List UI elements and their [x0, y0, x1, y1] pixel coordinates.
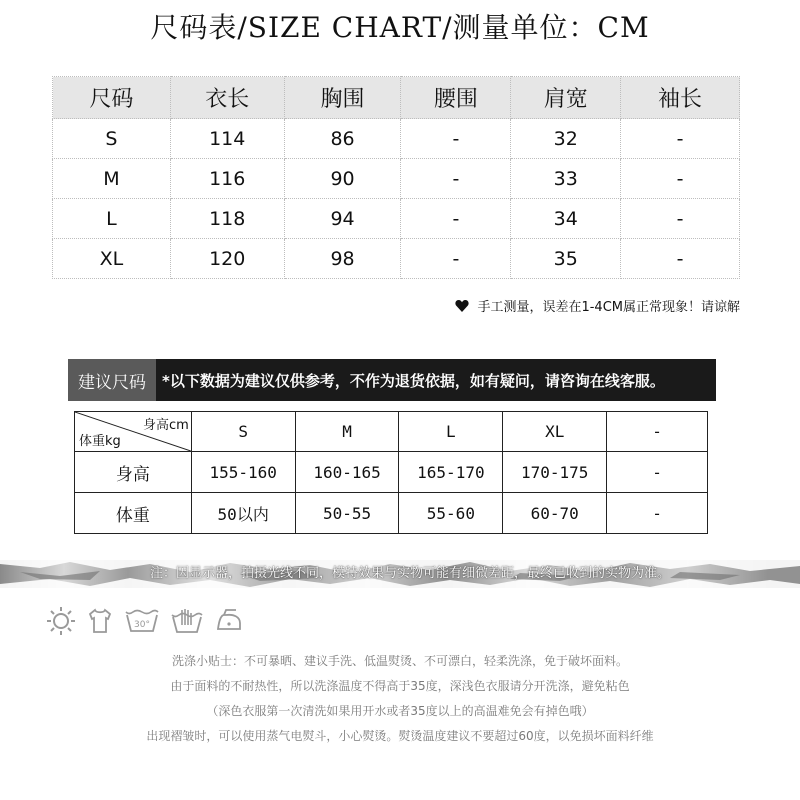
table-cell: 118	[170, 199, 284, 239]
size-header-cell: -	[607, 412, 708, 452]
recommend-header-row	[75, 412, 708, 452]
table-cell: 94	[284, 199, 401, 239]
table-row	[53, 119, 740, 159]
recommend-size-table	[74, 411, 708, 534]
table-cell: S	[53, 119, 171, 159]
heart-icon	[455, 299, 469, 313]
table-cell: 120	[170, 239, 284, 279]
table-row	[53, 239, 740, 279]
table-cell: L	[53, 199, 171, 239]
table-cell: 50以内	[191, 493, 295, 534]
table-row	[75, 452, 708, 493]
table-cell: 98	[284, 239, 401, 279]
table-row	[53, 159, 740, 199]
table-cell: 155-160	[191, 452, 295, 493]
header-cell: 腰围	[401, 77, 511, 119]
table-cell: 170-175	[503, 452, 607, 493]
table-row	[53, 199, 740, 239]
size-header-cell: S	[191, 412, 295, 452]
table-cell: -	[621, 239, 740, 279]
table-cell: -	[621, 199, 740, 239]
table-cell: 116	[170, 159, 284, 199]
care-icons	[46, 606, 244, 640]
size-chart-table	[52, 76, 740, 279]
care-tip-line: 洗涤小贴士：不可暴晒、建议手洗、低温熨烫、不可漂白，轻柔洗涤，免于破坏面料。	[171, 654, 628, 668]
size-chart-header-row	[53, 77, 740, 119]
measurement-note-text: 手工测量，误差在1-4CM属正常现象！请谅解	[477, 300, 740, 315]
care-tip-line: （深色衣服第一次清洗如果用开水或者35度以上的高温难免会有掉色哦）	[206, 704, 594, 718]
care-tip-line: 出现褶皱时，可以使用蒸气电熨斗，小心熨烫。熨烫温度建议不要超过60度，以免损坏面料纤维	[146, 729, 654, 743]
table-cell: -	[401, 239, 511, 279]
measurement-note	[455, 296, 740, 315]
size-header-cell: M	[295, 412, 399, 452]
corner-height-label: 身高cm	[142, 418, 189, 433]
wash-temperature-label: 30°	[134, 620, 150, 630]
disclaimer-strip	[0, 560, 800, 588]
table-cell: -	[607, 493, 708, 534]
header-cell: 尺码	[53, 77, 171, 119]
table-cell: 60-70	[503, 493, 607, 534]
wash-30-icon	[124, 607, 160, 639]
row-label: 体重	[75, 493, 192, 534]
table-cell: 34	[511, 199, 621, 239]
table-cell: 114	[170, 119, 284, 159]
row-label: 身高	[75, 452, 192, 493]
table-cell: 35	[511, 239, 621, 279]
size-header-cell: L	[399, 412, 503, 452]
table-cell: 90	[284, 159, 401, 199]
header-cell: 肩宽	[511, 77, 621, 119]
table-cell: 50-55	[295, 493, 399, 534]
table-cell: 33	[511, 159, 621, 199]
page-title: 尺码表/SIZE CHART/测量单位：CM	[150, 11, 650, 44]
table-cell: XL	[53, 239, 171, 279]
shirt-icon	[86, 607, 114, 639]
table-cell: -	[621, 159, 740, 199]
table-cell: 165-170	[399, 452, 503, 493]
iron-icon	[214, 607, 244, 639]
header-cell: 胸围	[284, 77, 401, 119]
table-cell: -	[607, 452, 708, 493]
table-cell: M	[53, 159, 171, 199]
hand-wash-icon	[170, 607, 204, 639]
sun-icon	[46, 606, 76, 640]
table-cell: -	[401, 159, 511, 199]
header-cell: 袖长	[621, 77, 740, 119]
disclaimer-text: 注：因显示器，拍摄光线不同，模特效果与实物可能有细微差距，最终已收到的实物为准。	[149, 566, 670, 581]
recommend-notice: *以下数据为建议仅供参考，不作为退货依据，如有疑问，请咨询在线客服。	[162, 371, 665, 390]
table-cell: 160-165	[295, 452, 399, 493]
table-cell: 86	[284, 119, 401, 159]
size-header-cell: XL	[503, 412, 607, 452]
table-cell: -	[401, 199, 511, 239]
table-cell: -	[621, 119, 740, 159]
recommend-banner	[68, 359, 716, 401]
recommend-tag: 建议尺码	[68, 359, 156, 401]
table-cell: 55-60	[399, 493, 503, 534]
care-tip-line: 由于面料的不耐热性，所以洗涤温度不得高于35度，深浅色衣服请分开洗涤，避免粘色	[170, 679, 630, 693]
table-row	[75, 493, 708, 534]
corner-cell	[75, 412, 192, 452]
table-cell: -	[401, 119, 511, 159]
table-cell: 32	[511, 119, 621, 159]
corner-weight-label: 体重kg	[79, 434, 121, 449]
header-cell: 衣长	[170, 77, 284, 119]
